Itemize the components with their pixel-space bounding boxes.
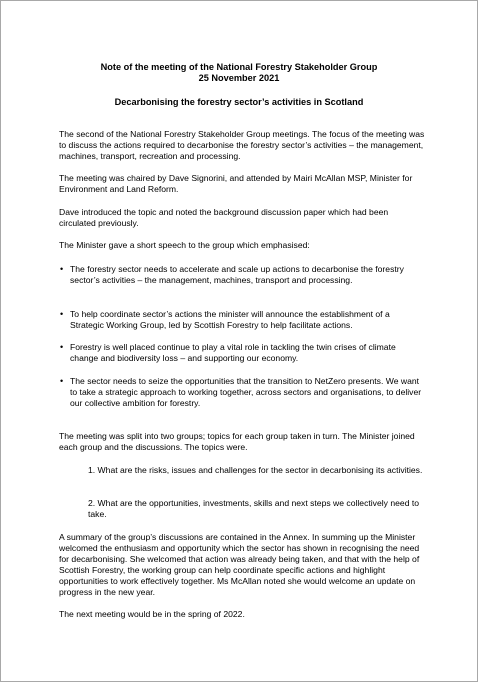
bullet-item: To help coordinate sector’s actions the minister will announce the establishment of a Strategic Working Group, led by Scottish Forestry to help facilitate actions. [70, 309, 390, 330]
bullet-icon: • [60, 342, 64, 352]
bullet-icon: • [60, 264, 64, 274]
intro-paragraph: The second of the National Forestry Stakeholder Group meetings. The focus of the meeting was to discuss the actions required to decarbonise the forestry sector’s activities – the management, machines, transport, recreation and processing. [59, 129, 425, 161]
introduction-paragraph: Dave introduced the topic and noted the background discussion paper which had been circulated previously. [59, 207, 389, 228]
bullet-icon: • [60, 309, 64, 319]
topic-item: 1. What are the risks, issues and challenges for the sector in decarbonising its activities. [88, 465, 423, 475]
bullet-item: Forestry is well placed continue to play a vital role in tackling the twin crises of climate change and biodiversity loss – and supporting our economy. [70, 342, 396, 363]
document-title: Note of the meeting of the National Forestry Stakeholder Group [100, 62, 378, 72]
summary-paragraph: A summary of the group’s discussions are contained in the Annex. In summing up the Minister welcomed the enthusiasm and opportunity which the sector has shown in recognising the need for decarbonising. She welcomed that action was already being taken, and that with the help of Scottish Forestry, the working group can help coordinate specific actions and highlight opportunities to work effectively together. Ms McAllan noted she would welcome an update on progress in the new year. [59, 532, 420, 597]
topic-item: 2. What are the opportunities, investments, skills and next steps we collectively need to take. [88, 498, 420, 519]
minister-paragraph: The Minister gave a short speech to the group which emphasised: [59, 240, 310, 250]
bullet-item: The sector needs to seize the opportunities that the transition to NetZero presents. We want to take a strategic approach to working together, across sectors and organisations, to deliver our collective ambition for forestry. [70, 376, 422, 408]
bullet-icon: • [60, 376, 64, 386]
document-date: 25 November 2021 [198, 73, 280, 83]
document-subtitle: Decarbonising the forestry sector’s activities in Scotland [114, 97, 364, 107]
next-meeting-paragraph: The next meeting would be in the spring of 2022. [59, 609, 245, 619]
groups-paragraph: The meeting was split into two groups; topics for each group taken in turn. The Minister joined each group and the discussions. The topics were. [59, 431, 415, 452]
bullet-item: The forestry sector needs to accelerate and scale up actions to decarbonise the forestry sector’s activities – the management, machines, transport and processing. [70, 264, 404, 285]
chair-paragraph: The meeting was chaired by Dave Signorini, and attended by Mairi McAllan MSP, Minister for Environment and Land Reform. [59, 173, 413, 194]
